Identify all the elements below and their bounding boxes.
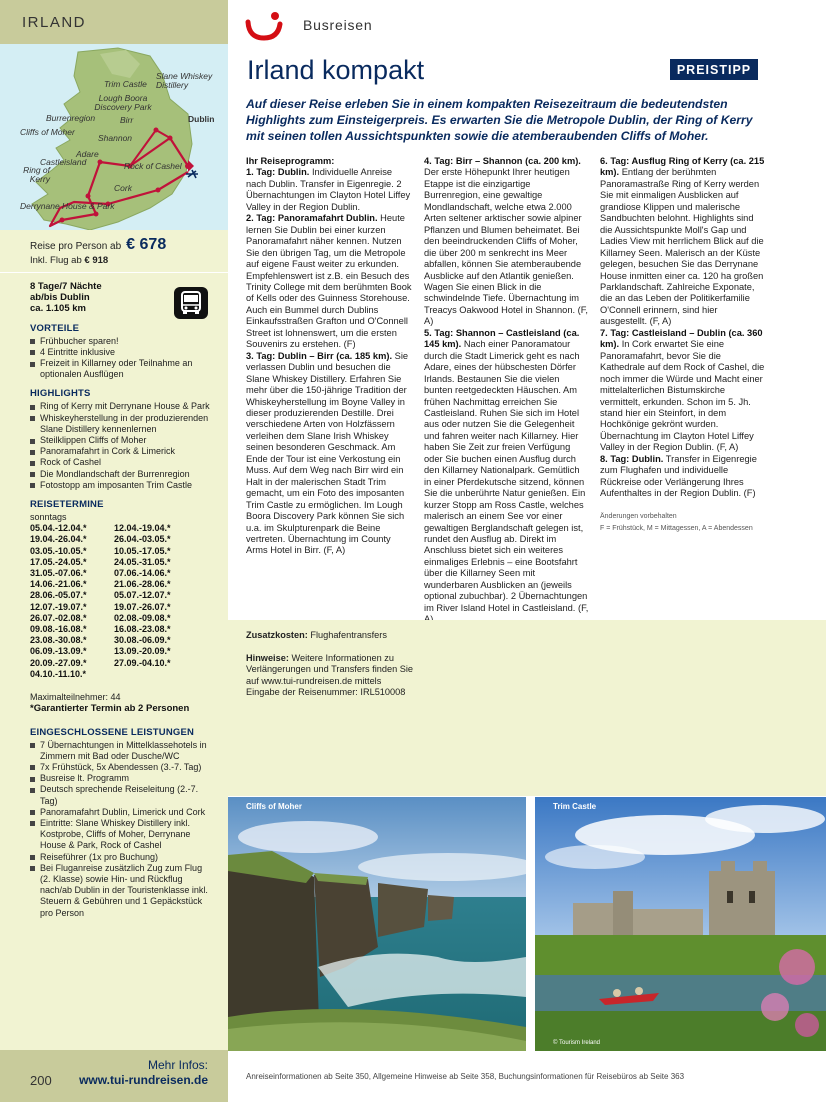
map-label-shannon: Shannon xyxy=(98,133,133,143)
date-entry: 09.08.-16.08.* xyxy=(30,624,87,635)
date-entry: 17.05.-24.05.* xyxy=(30,556,87,567)
day-title: 1. Tag: Dublin. xyxy=(246,167,310,178)
day-title: 3. Tag: Dublin – Birr (ca. 185 km). xyxy=(246,350,393,361)
date-entry: 28.06.-05.07.* xyxy=(30,590,87,601)
map-label-castleisland: Castleisland xyxy=(40,157,87,167)
zusatz-text: Flughafentransfers xyxy=(310,630,387,640)
date-entry: 26.07.-02.08.* xyxy=(30,612,87,623)
highlights-heading: HIGHLIGHTS xyxy=(30,388,91,400)
map-label-slane: Slane Whiskey Distillery xyxy=(156,71,213,90)
region-header: IRLAND xyxy=(0,0,228,44)
date-entry: 05.04.-12.04.* xyxy=(30,523,87,534)
route-map xyxy=(0,44,228,230)
day-text: Der erste Höhepunkt Ihrer heutigen Etappe ist die einzigartige Burrenregion, eine gewaltige Mondlandschaft, welche etwa 2.000 Arten seltener arktischer sowie alpiner Pflanzen und Blumen beheimatet. Bei den beeindruckenden Cliffs of Moher, die über 200 m senkrecht ins Meer abfallen, können Sie atemberaubende Ausblicke auf den Atlantik genießen. Wagen Sie einen Blick in die schwindelnde Tiefe. Übernachtung im Treacys Oakwood Hotel in Shannon. (F, A) xyxy=(424,167,588,327)
day-text: Nach einer Panoramatour durch die Stadt Limerick geht es nach Adare, eines der hübschesten Dörfer Irlands. Bestaunen Sie die vielen bunten reetgedeckten Häuschen. Am frühen Nachmittag erreichen Sie Castleisland. Ruhen Sie sich im Hotel aus oder nutzen Sie die Gelegenheit und fahren weiter nach Killarney. Hier haben Sie Zeit zur freien Verfügung oder Sie buchen einen Ausflug durch den Killarney Nationalpark. Gemütlich in einer Pferdekutsche sitzend, können Sie die unberührte Natur genießen. Ein kurzer Stopp am Ross Castle, welches malerisch an einem See vor einer gewaltigen Berglandschaft gelegen ist, rundet den Ausflug ab. Direkt im Anschluss bietet sich ein weiteres einmaliges Erlebnis – eine Bootsfahrt über die Killarney Seen mit wunderbaren Ausblicken an (jeweils optional zubuchbar). 2 Übernachtungen im River Island Hotel in Castleisland. (F, xyxy=(424,339,589,613)
day-text: In Cork erwartet Sie eine Panoramafahrt, bevor Sie die Kathedrale auf dem Rock of Cashel, die noch immer die Würde und Macht einer mittelalterlichen Bistumskirche vermittelt, erkunden. Schon im 5. Jh. stand hier ein Steinfort, in dem Hochkönige gekrönt wurden. Übernachtung im Clayton Hotel Liffey Valley in der Region Dublin. (F, A) xyxy=(600,339,765,453)
program-column-1 xyxy=(246,156,412,557)
sidebar xyxy=(0,0,228,1102)
flight-price-label: Inkl. Flug ab xyxy=(30,255,82,266)
list-item: 4 Eintritte inklusive xyxy=(30,347,214,358)
date-entry: 13.09.-20.09.* xyxy=(114,646,171,657)
day-title: 4. Tag: Birr – Shannon (ca. 200 km). xyxy=(424,156,581,166)
duration-km: ca. 1.105 km xyxy=(30,303,86,315)
date-entry: 26.04.-03.05.* xyxy=(114,534,171,545)
price-tip-badge: PREISTIPP xyxy=(670,59,758,80)
reisetermine-heading: REISETERMINE xyxy=(30,499,104,511)
map-label-adare: Adare xyxy=(76,149,99,159)
leistungen-heading: EINGESCHLOSSENE LEISTUNGEN xyxy=(30,726,195,738)
list-item: Whiskeyherstellung in der produzierenden Slane Distillery kennenlernen xyxy=(30,413,214,435)
day-title: 6. Tag: Ausflug Ring of Kerry (ca. 215 km). xyxy=(600,156,765,178)
page-title: Irland kompakt xyxy=(247,55,425,85)
zusatz-label: Zusatzkosten: xyxy=(246,630,308,640)
more-info xyxy=(79,1058,208,1088)
date-entry: 31.05.-07.06.* xyxy=(30,568,87,579)
map-label-cork: Cork xyxy=(114,183,132,193)
vorteile-heading: VORTEILE xyxy=(30,322,80,334)
duration-nights: 8 Tage/7 Nächte xyxy=(30,281,102,292)
intro-text: Auf dieser Reise erleben Sie in einem kompakten Reisezeitraum die bedeutendsten Highlights zum Einsteigerpreis. Es erwarten Sie die Metropole Dublin, der Ring of Kerry mit seinen tollen Aussichtspunkten sowie die atemberaubenden Cliffs of Moher. xyxy=(246,97,753,144)
dates-grid xyxy=(30,523,214,680)
list-item: Rock of Cashel xyxy=(30,457,214,468)
tui-logo-icon xyxy=(244,10,284,47)
map-label-cashel: Rock of Cashel xyxy=(124,161,182,171)
photo-trim-castle xyxy=(535,797,826,1051)
date-entry: 24.05.-31.05.* xyxy=(114,556,171,567)
category-label: Busreisen xyxy=(303,17,373,33)
photo-caption-right: Trim Castle xyxy=(553,802,597,811)
list-item: Deutsch sprechende Reiseleitung (2.-7. Tag) xyxy=(30,784,214,806)
price-value: € 678 xyxy=(126,236,167,253)
price-box xyxy=(0,230,228,273)
reisetermine-section xyxy=(0,499,228,714)
more-info-label: Mehr Infos: xyxy=(147,1058,208,1072)
list-item: Die Mondlandschaft der Burrenregion xyxy=(30,469,214,480)
duration-from: ab/bis Dublin xyxy=(30,292,90,304)
vorteile-section xyxy=(0,323,228,381)
list-item: Bei Fluganreise zusätzlich Zug zum Flug (2. Klasse) sowie Hin- und Rückflug nach/ab Dublin in der Touristenklasse inkl. Steuern & Gebühren und 1 Gepäckstück pro Person xyxy=(30,863,214,919)
list-item: 7 Übernachtungen in Mittelklassehotels in Zimmern mit Bad oder Dusche/WC xyxy=(30,740,214,762)
meal-legend: F = Frühstück, M = Mittagessen, A = Abendessen xyxy=(600,524,753,532)
price-label: Reise pro Person ab xyxy=(30,241,122,252)
date-entry: 14.06.-21.06.* xyxy=(30,579,87,590)
date-entry: 05.07.-12.07.* xyxy=(114,590,171,601)
date-entry: 30.08.-06.09.* xyxy=(114,635,171,646)
photo-cliffs-of-moher xyxy=(228,797,526,1051)
leistungen-section xyxy=(0,727,228,919)
map-label-cliffs: Cliffs of Moher xyxy=(20,127,75,137)
program-column-2 xyxy=(424,156,589,626)
map-label-burren: Burrenregion xyxy=(46,113,96,123)
photo-credit: © Tourism Ireland xyxy=(553,1040,600,1046)
date-entry: 20.09.-27.09.* xyxy=(30,657,87,668)
list-item: Panoramafahrt Dublin, Limerick und Cork xyxy=(30,807,214,818)
date-entry: 12.07.-19.07.* xyxy=(30,601,87,612)
list-item: Ring of Kerry mit Derrynane House & Park xyxy=(30,401,214,412)
list-item: Eintritte: Slane Whiskey Distillery inkl. Kostprobe, Cliffs of Moher, Derrynane House & Park, Rock of Cashel xyxy=(30,818,214,852)
list-item: Busreise lt. Programm xyxy=(30,773,214,784)
date-entry: 07.06.-14.06.* xyxy=(114,568,171,579)
guarantee-note: *Garantierter Termin ab 2 Personen xyxy=(30,703,190,715)
date-entry: 03.05.-10.05.* xyxy=(30,545,87,556)
date-entry: 21.06.-28.06.* xyxy=(114,579,171,590)
page-number: 200 xyxy=(30,1073,52,1088)
date-entry: 06.09.-13.09.* xyxy=(30,646,87,657)
date-entry: 12.04.-19.04.* xyxy=(114,523,171,534)
date-entry: 02.08.-09.08.* xyxy=(114,612,171,623)
date-entry: 04.10.-11.10.* xyxy=(30,668,87,679)
map-label-birr: Birr xyxy=(120,115,134,125)
list-item: Freizeit in Killarney oder Teilnahme an optionalen Ausflügen xyxy=(30,358,214,380)
map-label-ring: Ring of Kerry xyxy=(23,165,50,184)
info-text xyxy=(246,630,416,698)
date-entry: 23.08.-30.08.* xyxy=(30,635,87,646)
reisetermine-sub: sonntags xyxy=(30,512,67,523)
day-text: Sie verlassen Dublin und besuchen die Slane Whiskey Distillery. Erfahren Sie mehr über die 150-jährige Tradition der Whiskeyherstellung im Boyne Valley in dieser produzierenden Destille. Drei verschiedene Arten von Holzfässern verleihen dem Slane Irish Whiskey seinen besonderen Geschmack. Am Ende der Tour ist eine Verkostung ein Muss. Auf dem Weg nach Birr wird ein Halt in der malerischen Stadt Trim gemacht, um ein Foto des imposanten Trim Castle zu ermöglichen. Im Lough Boora Discovery Park können Sie sich u.a. im Skulpturenpark die Beine vertreten. Übernachtung im County Arms Hotel in Birr. (F, A) xyxy=(246,350,409,556)
map-label-lough-boora: Lough Boora Discovery Park xyxy=(94,93,152,112)
list-item: Reiseführer (1x pro Buchung) xyxy=(30,852,214,863)
date-entry: 16.08.-23.08.* xyxy=(114,624,171,635)
list-item: Fotostopp am imposanten Trim Castle xyxy=(30,480,214,491)
day-text: Individuelle Anreise nach Dublin. Transfer in Eigenregie. 2 Übernachtungen im Clayton Hotel Liffey Valley in der Region Dublin. xyxy=(246,167,411,212)
list-item: 7x Frühstück, 5x Abendessen (3.-7. Tag) xyxy=(30,762,214,773)
day-title: 7. Tag: Castleisland – Dublin (ca. 360 km). xyxy=(600,327,763,350)
date-entry: 19.04.-26.04.* xyxy=(30,534,87,545)
list-item: Steilklippen Cliffs of Moher xyxy=(30,435,214,446)
photo-caption-left: Cliffs of Moher xyxy=(246,802,302,811)
hinweise-text: Weitere Informationen zu Verlängerungen und Transfers finden Sie auf www.tui-rundreisen.de mittels Eingabe der Reisenummer: IRL510008 xyxy=(246,652,414,698)
date-entry: 19.07.-26.07.* xyxy=(114,601,171,612)
map-label-dublin: Dublin xyxy=(188,114,215,124)
date-entry: 27.09.-04.10.* xyxy=(114,657,171,668)
bus-icon xyxy=(174,287,208,319)
map-label-trim: Trim Castle xyxy=(104,79,147,89)
flight-price-value: € 918 xyxy=(84,255,109,266)
list-item: Panoramafahrt in Cork & Limerick xyxy=(30,446,214,457)
airplane-icon xyxy=(186,170,198,178)
footer-note: Anreiseinformationen ab Seite 350, Allgemeine Hinweise ab Seite 358, Buchungsinformationen für Reisebüros ab Seite 363 xyxy=(246,1072,685,1081)
list-item: Frühbucher sparen! xyxy=(30,336,214,347)
sidebar-footer xyxy=(0,1050,228,1102)
day-title: 8. Tag: Dublin. xyxy=(600,453,664,464)
max-participants: Maximalteilnehmer: 44 xyxy=(30,692,121,703)
day-text: Entlang der berühmten Panoramastraße Ring of Kerry werden Sie mit einmaligen Ausblicken auf grandiose Klippen und malerische Sandbuchten belohnt. Highlights sind die Aussichtspunkte Moll's Gap und Ladies View mit herrlichem Blick auf die Killarney Seen. Malerisch an der Küste gelegen, besuchen Sie das Derrynane House inmitten einer ca. 120 ha großen Parklandschaft. Zahlreiche Exponate, die an das Leben der Politikerfamilie O'Connell erinnern, sind hier ausgestellt. (F, A) xyxy=(600,167,764,327)
changes-note: Änderungen vorbehalten xyxy=(600,512,677,520)
program-heading: Ihr Reiseprogramm: xyxy=(246,156,335,166)
day-title: 5. Tag: Shannon – Castleisland (ca. 145 km). xyxy=(424,327,580,350)
day-text: Heute lernen Sie Dublin bei einer kurzen Panoramafahrt näher kennen. Nutzen Sie den übrigen Tag, um die Metropole auf eigene Faust weiter zu erkunden. Empfehlenswert ist z.B. ein Besuch des Trinity College mit dem berühmten Book of Kells oder des Guinness Storehouse. Auch ein Bummel durch Dublins Einkaufsstraßen Grafton und O'Connell Street ist lohnenswert, um die ersten Souvenirs zu erstehen. (F) xyxy=(246,213,412,350)
day-title: 2. Tag: Panoramafahrt Dublin. xyxy=(246,213,378,224)
website-link[interactable]: www.tui-rundreisen.de xyxy=(79,1073,208,1087)
highlights-section xyxy=(0,388,228,491)
date-entry: 10.05.-17.05.* xyxy=(114,545,171,556)
hinweise-label: Hinweise: xyxy=(246,652,289,663)
map-label-derrynane: Derrynane House & Park xyxy=(20,201,115,211)
program-column-3 xyxy=(600,156,766,533)
day-text: Transfer in Eigenregie zum Flughafen und individuelle Rückreise oder Verlängerung Ihres Aufenthaltes in der Region Dublin. (F) xyxy=(600,453,757,499)
